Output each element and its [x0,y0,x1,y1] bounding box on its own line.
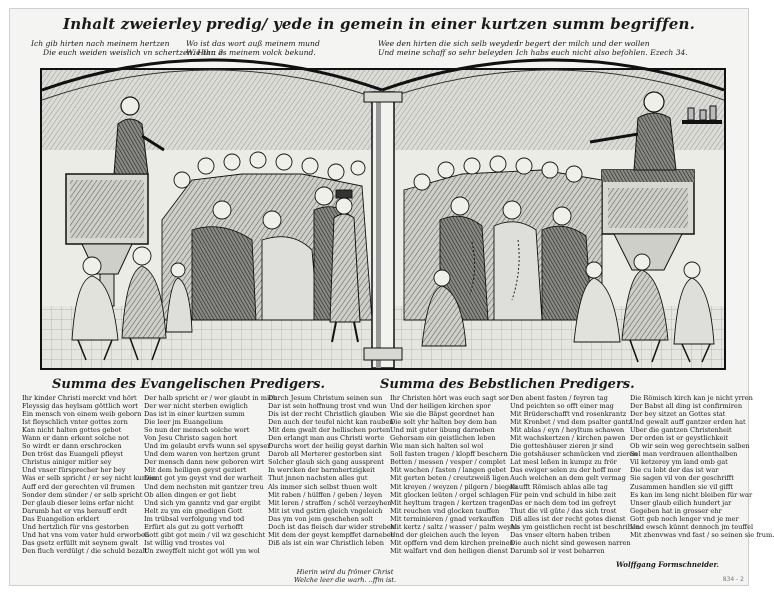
text-line: Betten / messen / vesper / complet [390,458,506,467]
text-line: Und im gelaubt ervfs wunn sel spyser [144,442,271,451]
text-line: Mit ablas / eyn / heyltum schawen [510,426,625,435]
text-line: Dient got ym geyst vnd der warheit [144,474,263,483]
right-section-heading: Summa des Bebstlichen Predigers. [380,377,635,392]
text-line: Thut die vil güte / das sich trost [510,506,617,515]
text-column-4 [390,394,519,555]
text-line: Mit wachskertzen / kirchen pawen [510,434,626,443]
broadsheet [9,8,774,586]
verse-4 [516,39,688,57]
woodcut-illustration [40,68,726,370]
text-line: Ist fleyschlich vnter gottes zorn [22,418,128,427]
text-line: Und gewalt auff gantzer erden hat [630,418,746,427]
text-line: Lat mesl leßen in kumpz zu frör [510,458,617,467]
verse-1-line-1: Ich gib hirten nach meinem hertzen [31,39,170,48]
text-line: Und vnser fürsprecher her bey [22,466,126,475]
text-line: Das ewiger selen zu der hoff mor [510,466,621,475]
text-line: Das Euangelion erklert [22,514,100,523]
text-line: Gott gibt got mein / vil wz geschicht [144,530,266,539]
closing-line-2: Welche leer die warh. ..ffm ist. [293,576,397,584]
archive-reference: 834 - 2 [722,576,744,583]
verse-2-line-1: Wo ist das wort auß meinem mund [186,39,320,48]
closing-line-1: Hierin wird du frömer Christ [296,568,394,576]
text-line: Das ym von jem geschehen solt [268,514,374,523]
text-line: Der glaub dieser leins erfar nicht [22,498,134,507]
text-line: Kan nicht halten gottes gebot [22,426,122,435]
text-line: Diß als ist ein war Christlich leben [268,538,385,547]
text-line: Mit wachen / fasten / langen gebet [390,466,507,475]
text-line: Darumb sol ir vest beharren [510,546,605,555]
text-line: Mit dem gwalt der hellischen porten [268,426,391,435]
text-line: Und sich ym ganntz vnd gar ergibt [144,498,261,507]
text-line: Und dem nechsten mit gantzer treu [144,482,264,491]
text-line: Und der gleichen auch the leyen [390,530,500,539]
text-line: Die gotteshäuser zieren jr sind [510,442,614,451]
text-line: Der mensch dann new geboren wirt [144,458,265,467]
text-line: Mit heyltum tragen / kertzen tragen [390,498,511,507]
text-line: Wie man sich halten sol wol [390,442,484,451]
text-line: Dar ist sein hoffnung trost vnd wun [268,402,387,411]
text-line: Darumb hat er vns herauff erdt [22,506,127,515]
text-line: Mit walfart vnd den heiligen dienst [390,546,508,555]
text-line: Der wer nicht sterben ewiglich [144,402,248,411]
text-line: Und der heiligen kirchen spor [390,402,491,411]
text-line: Unser glaub eilich hundert jar [630,498,732,507]
text-line: Das er nach dem tod im gefreyt [510,498,616,507]
text-line: Als immer sich selbst thuen wolt [268,482,378,491]
text-line: Sol man verdrauen allenthalben [630,450,738,459]
text-line: Mit leren / straffen / schöl verzeyhen [268,498,392,507]
text-line: Mit glocken leüten / orgel schlagen [390,490,509,499]
text-line: Solcher glaub sich gang aussprent [268,458,384,467]
text-line: Und hertzlich für vns gestorben [22,522,129,531]
text-line: Darob all Merterer gestorben sint [268,450,382,459]
text-line: Und dem waren von hertzen grunt [144,450,260,459]
text-line: Mit raben / hülffen / geben / leyen [268,490,383,499]
text-line: Der bey sitzet an Gottes stat [630,410,726,419]
text-line: Die solt yhr halten bey dem ban [390,418,497,427]
text-line: Dis ist der recht Christlich glauben [268,410,386,419]
closing-verse [280,568,410,584]
text-line: Das gsetz erfüllt mit seynem gwalt [22,538,139,547]
verse-4-line-2: Ich habs euch nicht also befohlen. Ezech 34. [516,48,688,57]
text-column-3 [268,394,395,547]
text-line: Mit kreyen / weyzen / pilgern / biegen [390,482,518,491]
text-line: So nun der mensch solche wort [144,426,250,435]
verse-3 [378,39,519,57]
text-line: Mit ist vnd gstirn gleich vngeleich [268,506,383,515]
text-line: Ihr kinder Christi merckt vnd hört [22,394,137,402]
text-line: Das vnser eltern haben triben [510,530,611,539]
text-line: In wercken der barmhertzigkeit [268,466,375,475]
text-line: Die cu lobt der das ist war [630,466,719,475]
text-line: Den erlangt man aus Christi worte [268,434,385,443]
text-line: Durchs wort der heilig geyst darhin [268,442,388,451]
text-line: Es kan im leng nicht bleiben für war [630,490,753,499]
text-line: Mit Brüderschafft vnd rosenkrantz [510,410,627,419]
text-line: Die gotshäuser schmücken vnd zieren [510,450,638,459]
text-line: Von Jesu Christo sagen hort [144,434,238,443]
text-line: Und mit guter übung darneben [390,426,495,435]
text-line: Soll fasten tragen / klopff beschern [390,450,508,459]
text-line: Mit reuchen vnd glocken tauffen [390,506,500,515]
text-line: Mit opffern vnd dem kirchen preinen [390,538,514,547]
text-line: Ob wir sein weg gerechtsein salben [630,442,750,451]
text-line: Ob allen dingen er got liebt [144,490,237,499]
text-line: Christus ainiger mitler sey [22,458,112,467]
text-line: Mit terminieren / gnad verkauffen [390,514,505,523]
text-line: Als ym geistlichen recht ist beschriben [510,522,641,531]
text-column-1 [22,394,157,555]
text-line: Den auch der teufel nicht kan rauben [268,418,394,427]
text-line: Wann er dann erkent solche not [22,434,129,443]
text-line: Sie sagen vil von der geschrifft [630,474,734,483]
verse-2-line-2: Wie thu es meinem volck bekund. [186,48,316,57]
text-line: Auff erd der gerechten vil frumen [22,482,135,491]
text-line: Den fluch verdülgt / die schuld bezalt [22,546,148,555]
text-line: Ihr Christen hört was euch sagt sor [390,394,510,402]
text-line: Was er selb spricht / er sey nicht kumen [22,474,157,483]
verse-1-line-2: Die euch weiden weislich vn schertzen. Hier. 3 [43,48,224,57]
text-line: Gegeben hat in grosser ehr [630,506,722,515]
text-line: Doch ist das fleisch dar wider streben [268,522,395,531]
text-line: Die leer jm Euangelium [144,418,224,427]
text-line: Mit zhenvwas vnd fast / so seinen sie frum. [630,530,774,539]
text-line: Auch welchen an dem gelt vermag [510,474,626,483]
text-line: Gehorsam ein geistlichen leben [390,434,496,443]
broadsheet-title: Inhalt zweierley predig/ yede in gemein in einer kurtzen summ begriffen. [63,15,695,33]
text-line: Uber die gantzen Christenheit [630,426,732,435]
text-line: So wirdt er dann erschrocken [22,442,122,451]
text-line: Thut jnnen nachsten alles gut [268,474,368,483]
text-line: Das ist in einer kurtzen summ [144,410,245,419]
text-line: Erfürt als gut zu gott verhofft [144,522,244,531]
artist-signature: Wolffgang Formschneider. [616,560,719,569]
text-line: Zusammen handlen sie vil gifft [630,482,734,491]
text-line: Der orden ist er geystlichkeit [630,434,729,443]
text-line: Mit dem heiligen geyst geziert [144,466,247,475]
text-line: Vil ketzerey ym land omb gat [630,458,728,467]
text-line: Ist willig vnd trostes vol [144,538,225,547]
text-line: Wie sie die Bäpst geordnet han [390,410,495,419]
text-line: Durch Jesum Christum seinen sun [268,394,383,402]
text-column-5 [510,394,641,555]
text-line: Den abent fasten / feyren tag [510,394,608,402]
left-section-heading: Summa des Evangelischen Predigers. [52,377,325,392]
text-line: Fleyssig das heylsam göttlich wort [22,402,138,411]
text-line: Die Römisch kirch kan je nicht yrren [630,394,753,402]
text-line: Mit gerten beten / creutzweiß ligen [390,474,509,483]
text-line: Helt zu ym ein gnedigen Gott [144,506,243,515]
text-line: Im trübsal verfolgung vnd tod [144,514,245,523]
woodcut-scene [42,70,724,368]
text-line: Die auch nicht sind gewesen narren [510,538,631,547]
text-line: Mit dem der geyst kempffet darneben [268,530,395,539]
text-line: Der Babst all ding ist confirmiren [630,402,743,411]
text-line: Diß alles ist der recht gotes dienst [510,514,626,523]
verse-3-line-1: Wee den hirten die sich selb weyden [378,39,519,48]
text-line: Und ewsch künnt dennoch jm teuffel [630,522,754,531]
text-line: Gott geb noch lenger vnd je mer [630,514,739,523]
text-line: Den tröst das Euangeli pfleyst [22,450,124,459]
verse-3-line-2: Und meine schaff so sehr beleyden [378,48,513,57]
text-line: Für pein vnd schuld in hibe zeit [510,490,617,499]
text-line: Un zweyffelt nicht got wöll ym wol [144,546,260,555]
text-line: Und peichten so offt einer mag [510,402,614,411]
verse-4-line-1: Ir begert der milch und der wollen [516,39,650,48]
text-line: Mit kertz / saltz / wasser / palm weyhe [390,522,519,531]
text-line: Der halb spricht er / wer glaubt in mich [144,394,278,402]
text-line: Und hat vns vom vater huld erworben [22,530,150,539]
text-line: Sonder dem sünder / er selb spricht [22,490,143,499]
text-column-6 [630,394,774,539]
text-line: Ein mensch von einem weib geborn [22,410,142,419]
text-column-2 [144,394,278,555]
verse-2 [186,39,320,57]
text-line: Mit Kronbet / vnd dem psalter gantz [510,418,632,427]
text-line: Kaufft Römisch ablas alle tag [510,482,608,491]
